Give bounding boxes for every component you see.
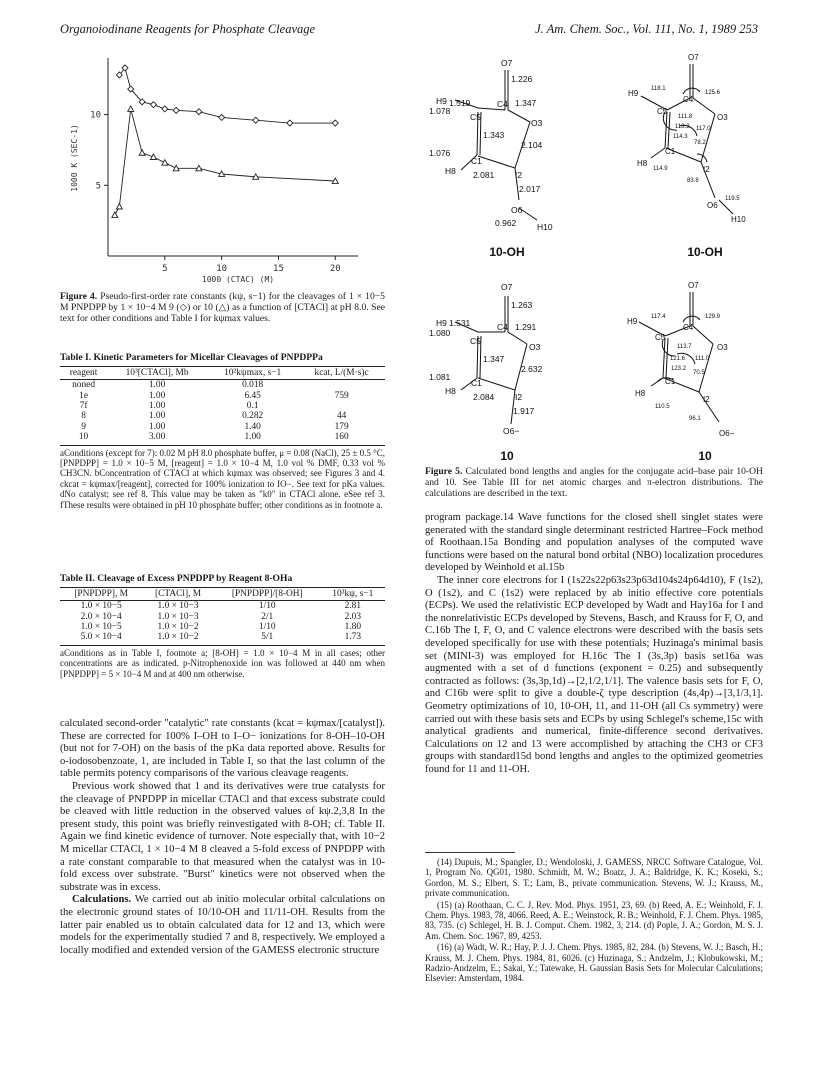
series-group — [112, 65, 338, 218]
table-cell: 2/1 — [261, 611, 274, 622]
table-cell: 1e — [79, 390, 88, 401]
bond-angle: 118.1 — [651, 86, 666, 92]
atom-label: H10 — [537, 222, 553, 232]
figure4-caption-label: Figure 4. — [60, 291, 98, 302]
x-tick-label: 5 — [162, 264, 168, 274]
atom-label: C4 — [497, 99, 508, 109]
table2-header: [PNPDPP]/[8-OH] — [214, 588, 321, 601]
triangle-point — [112, 212, 118, 218]
table-cell: 5/1 — [214, 632, 321, 645]
table-cell — [298, 401, 385, 411]
table-cell: 0.018 — [242, 380, 264, 391]
table-row — [60, 422, 385, 432]
table-cell: 1.00 — [148, 411, 166, 422]
table-cell: 3.00 — [107, 432, 207, 445]
table-cell: 7f — [79, 401, 88, 412]
diamond-point — [287, 120, 293, 126]
calculations-text: We carried out ab initio molecular orbital calculations on the electronic ground states of 10/10-OH and 11/11-OH. Results from the latter pair enabled us to obtain calculated data for 12 and 13, which were models for the experimentally studied 7 and 8, respectively. We employed a locally modified and extended version of the GAMESS electronic structure — [60, 894, 385, 956]
bond-angle: 114.9 — [653, 166, 668, 172]
bond-angle: 70.5 — [693, 370, 705, 376]
bond-angle: 117.4 — [651, 314, 666, 320]
table-cell — [298, 380, 385, 391]
table-row — [60, 622, 385, 632]
bond-angle: 113.7 — [677, 344, 692, 350]
bond-angle: 119.5 — [725, 196, 740, 202]
figure5-caption — [425, 466, 763, 500]
atom-label: C5 — [655, 333, 666, 342]
figure5-caption-text: Calculated bond lengths and angles for the conjugate acid–base pair 10-OH and 10. See Table III for net atomic charges and π-electron distributions. The calculations are described in the text. — [425, 466, 763, 500]
running-header-right: J. Am. Chem. Soc., Vol. 111, No. 1, 1989 253 — [535, 22, 758, 36]
x-tick-label: 15 — [273, 264, 284, 274]
bond-length: 2.104 — [521, 140, 543, 150]
y-axis-label: 1000 K (SEC-1) — [70, 124, 79, 192]
atom-label: O3 — [529, 342, 541, 352]
table-row — [60, 391, 385, 401]
bond-length: 1.347 — [515, 98, 537, 108]
footnote-14: (14) Dupuis, M.; Spangler, D.; Wendoloski, J. GAMESS, NRCC Software Catalogue, Vol. 1, Program No. QG01, 1980. Schmidt, M. W.; Boatz, J. A.; Baldridge, K. K.; Koseki, S.; Gordon, M. S.; Elbert, S. T.; Lam, B., private communication. Stevens, W. J.; Krauss, M., private communication. — [425, 857, 763, 899]
bond-length: 1.519 — [449, 98, 471, 108]
table-row — [60, 601, 385, 612]
atom-label: O6− — [719, 429, 735, 438]
bond-length: 2.632 — [521, 364, 543, 374]
left-paragraph-3 — [60, 894, 385, 957]
atom-label: C1 — [665, 377, 676, 386]
atom-label: H8 — [445, 386, 456, 396]
structure-label: 10-OH — [687, 245, 723, 259]
table-cell: 2.81 — [344, 601, 362, 612]
left-body — [60, 718, 385, 957]
table-cell: 6.45 — [244, 390, 261, 401]
bond-angle: 83.8 — [687, 178, 699, 184]
atom-label: H9 — [628, 89, 639, 98]
table-row — [60, 411, 385, 421]
table-cell: 1.00 — [148, 421, 166, 432]
bond-angle: 78.2 — [694, 140, 706, 146]
structure-label: 10 — [698, 449, 712, 463]
atom-label: H10 — [731, 215, 746, 224]
bond-length: 1.343 — [483, 130, 505, 140]
table-cell: 1.00 — [207, 432, 298, 445]
table1-header: 10³[CTACl], Mb — [107, 367, 207, 380]
table2-header: [CTACl], M — [142, 588, 214, 601]
table-cell: 10 — [60, 432, 107, 445]
atom-label: C5 — [657, 107, 668, 116]
structure-10-OH-angles — [628, 53, 746, 224]
table-cell: 1.00 — [148, 380, 166, 391]
figure5-structures — [415, 50, 765, 480]
x-tick-label: 20 — [329, 264, 341, 274]
calculations-heading: Calculations. — [72, 894, 132, 906]
table1-grid — [60, 366, 385, 445]
footnotes — [425, 857, 763, 985]
y-ticks — [90, 111, 108, 192]
diamond-point — [196, 109, 202, 115]
structure-10-lengths — [429, 282, 543, 436]
table-cell: 1/10 — [258, 601, 276, 612]
table2-title: Table II. Cleavage of Excess PNPDPP by Reagent 8-OHa — [60, 573, 293, 584]
atom-label: O6 — [511, 205, 523, 215]
bond-length: 0.962 — [495, 218, 517, 228]
table-cell: 44 — [336, 411, 347, 422]
table1-footnote: aConditions (except for 7): 0.02 M pH 8.0 phosphate buffer, μ = 0.08 (NaCl), 25 ± 0.5 °C, [PNPDPP] = 1.0 × 10−5 M, [reagent] = 1.0 × 10−4 M, 1.0 vol % DMF, 0.33 vol % CH3CN. bConcentration of CTACl at which kψmax was observed; see Figures 3 and 4. ckcat = kψmax/[reagent], corrected for 100% ionization to IO−. See text for pKa values. dNo catalyst; see ref 8. This value may be taken as "k0" in CTACl alone. eSee ref 3. fThese results were obtained in pH 10 phosphate buffer; other conditions as in footnote a. — [60, 447, 385, 510]
bond-angle: 117.0 — [696, 126, 711, 132]
bond-length: 1.076 — [429, 148, 451, 158]
bond-length: 2.017 — [519, 184, 541, 194]
table-cell: 8 — [81, 411, 86, 422]
bond-length: 1.263 — [511, 300, 533, 310]
bond-angle: 121.6 — [670, 356, 686, 362]
footnote-15: (15) (a) Roothaan, C. C. J. Rev. Mod. Phys. 1951, 23, 69. (b) Reed, A. E.; Weinhold, F. J. Chem. Phys. 1983, 78, 4066. Reed, A. E.; Weinstock, R. B.; Weinhold, F. J. Chem. Phys. 1985, 83, 735. (c) Schlegel, H. B. J. Comput. Chem. 1982, 3, 214. (d) Pople, J. A.; Gordon, M. S. J. Am. Chem. Soc. 1967, 89, 4253. — [425, 899, 763, 941]
bond-length: 2.081 — [473, 170, 495, 180]
atom-label: O7 — [688, 281, 699, 290]
table-cell: 2.03 — [344, 611, 362, 622]
triangle-point — [128, 106, 134, 112]
table-cell: 1.00 — [148, 390, 166, 401]
table-cell: 0.282 — [242, 411, 264, 422]
table-cell: 9 — [81, 421, 86, 432]
bond-length: 2.084 — [473, 392, 495, 402]
running-header-left: Organoiodinane Reagents for Phosphate Cleavage — [60, 22, 316, 36]
table-cell: 1.0 × 10−5 — [80, 622, 122, 633]
bond-length: 1.347 — [483, 354, 505, 364]
atom-label: H8 — [445, 166, 456, 176]
atom-label: O6− — [503, 426, 520, 436]
atom-label: C4 — [683, 323, 694, 332]
atom-label: C1 — [471, 156, 482, 166]
table1 — [60, 352, 385, 510]
structure-label: 10-OH — [489, 245, 525, 259]
bond-angle: 110.5 — [655, 404, 670, 410]
table-cell: 1.0 × 10−2 — [157, 622, 199, 633]
atom-label: C4 — [683, 95, 694, 104]
atom-label: H8 — [635, 389, 646, 398]
triangle-point — [139, 150, 145, 156]
table-cell: 759 — [334, 390, 349, 401]
x-ticks — [162, 256, 341, 274]
table-cell: 160 — [298, 432, 385, 445]
atom-label: O3 — [717, 113, 728, 122]
bond-length: 1.081 — [429, 372, 451, 382]
bond-angle: 96.1 — [689, 416, 701, 422]
table-cell: 1.0 × 10−3 — [157, 611, 199, 622]
right-body — [425, 512, 763, 776]
table-cell: 1.40 — [244, 421, 261, 432]
atom-label: O7 — [501, 282, 513, 292]
x-axis-label: 1000 (CTAC) (M) — [201, 275, 275, 284]
atom-label: H9 — [436, 96, 447, 106]
table-row — [60, 380, 385, 391]
bond-length: 1.080 — [429, 328, 451, 338]
atom-label: O7 — [501, 58, 513, 68]
atom-label: H8 — [637, 159, 648, 168]
atom-label: O3 — [717, 343, 728, 352]
table-cell: 1.0 × 10−5 — [80, 601, 122, 612]
table-row — [60, 632, 385, 645]
table-row — [60, 612, 385, 622]
table1-header: kcat, L/(M·s)c — [298, 367, 385, 380]
table2-footnote: aConditions as in Table I, footnote a; [8-OH] = 1.0 × 10−4 M in all cases; other concentrations are as indicated. p-Nitrophenoxide ion was followed at 440 nm when [PNPDPP] = 5 × 10−4 M and at 400 nm otherwise. — [60, 647, 385, 679]
table1-header: reagent — [60, 367, 107, 380]
atom-label: C1 — [665, 147, 676, 156]
table-cell: 1.0 × 10−3 — [157, 601, 199, 612]
diamond-point — [219, 114, 225, 120]
table-cell: 1.73 — [321, 632, 385, 645]
diamond-point — [253, 117, 259, 123]
table-cell: 1/10 — [258, 622, 276, 633]
atom-label: O6 — [707, 201, 718, 210]
table2-header: 10³kψ, s−1 — [321, 588, 385, 601]
left-paragraph-2: Previous work showed that 1 and its derivatives were true catalysts for the cleavage of PNPDPP in micellar CTACl and that excess substrate could be cleaved with little reduction in the observed values of kψ.2,3,8 In the present study, this point was briefly reinvestigated with 8-OH; cf. Table II. Again we find kinetic evidence of turnover. Note especially that, with 10−2 M micellar CTACl, 1 × 10−4 M 8 cleaved a 5-fold excess of PNPDPP with a rate constant comparable to that measured when the catalyst was in 10-fold excess over substrate. "Burst" kinetics were not observed when the substrate was in excess. — [60, 780, 385, 893]
bond-angle: 118.2 — [675, 124, 690, 130]
footnote-rule — [425, 852, 515, 853]
bond-angle: 129.9 — [705, 314, 721, 320]
x-tick-label: 10 — [216, 264, 228, 274]
atom-label: O7 — [688, 53, 699, 62]
diamond-point — [162, 106, 168, 112]
table-cell: 0.1 — [246, 401, 259, 412]
diamond-point — [332, 120, 338, 126]
atom-label: H9 — [436, 318, 447, 328]
table2 — [60, 573, 385, 679]
table1-header: 10²kψmax, s−1 — [207, 367, 298, 380]
left-paragraph-1: calculated second-order "catalytic" rate constants (kcat = kψmax/[catalyst]). These are corrected for 100% I–OH to I–O− ionizations for 8-OH–10-OH (but not for 7-OH) on the basis of the pKa data reported above. Results for o-iodosobenzoate, 1, are included in Table I, so that the last column of the table permits potency comparisons of the various cleavage reagents. — [60, 718, 385, 780]
table-cell: 1.00 — [148, 401, 166, 412]
figure4-caption — [60, 291, 385, 325]
bond-angle: 114.3 — [673, 134, 688, 140]
table-cell: 5.0 × 10−4 — [60, 632, 142, 645]
triangle-point — [162, 160, 168, 166]
series-line-2 — [115, 109, 335, 215]
series-line-1 — [119, 68, 335, 123]
bond-angle: 111.8 — [678, 114, 693, 120]
table2-header: [PNPDPP], M — [60, 588, 142, 601]
bond-angle: 123.2 — [671, 366, 687, 372]
table-cell: noned — [72, 380, 96, 391]
table-cell: 1.80 — [344, 622, 362, 633]
atom-label: C4 — [497, 322, 508, 332]
table-cell: 1.0 × 10−2 — [142, 632, 214, 645]
bond-angle: 125.6 — [705, 90, 721, 96]
table2-grid — [60, 587, 385, 646]
right-paragraph-2: The inner core electrons for I (1s22s22p63s23p63d104s24p64d10), F (1s2), O (1s2), and C (1s2) were replaced by ab initio effective core potentials (ECPs). We used the relativistic ECP developed by Wadt and Hay16a for I and the nonrelativistic ECPs developed by Stevens, Basch, and Krauss for F, O, and C.16b The I, F, O, and C valence electrons were described with the basis sets developed specifically for use with these potentials; Huzinaga's minimal basis set (MINI-3) was employed for H.16c The I (3s,3p) basis set16a was augmented with a set of d functions (exponent = 0.25) and subsequently contracted as follows: (3s,3p,1d)→[2,1/2,1/1]. The valence basis sets for F, O, and C16b were split to give a double-ζ type description (4s,4p)→[3,1/3,1]. Geometry optimizations of 10, 10-OH, 11, and 11-OH (all Cs symmetry) were carried out with these basis sets and ECPs by using Schlegel's scheme,15c with analytical gradients and numerical, finite-difference second derivatives. Calculations on 12 and 13 were accomplished by attaching the CH3 or CF3 groups with standard15d bond lengths and angles to the optimized geometries found for 11 and 11-OH. — [425, 574, 763, 775]
atom-label: I2 — [515, 170, 523, 180]
atom-label: C5 — [470, 112, 481, 122]
structure-10-OH-lengths — [429, 58, 553, 232]
y-tick-label: 5 — [95, 181, 101, 192]
structure-10-angles — [627, 281, 735, 438]
structure-label: 10 — [500, 449, 514, 463]
table-cell: 2.0 × 10−4 — [80, 611, 122, 622]
atom-label: C1 — [471, 378, 482, 388]
diamond-point — [173, 107, 179, 113]
triangle-point — [116, 204, 122, 210]
bond-angle: 111.0 — [695, 356, 710, 362]
atom-label: C5 — [470, 336, 481, 346]
figure4-caption-text: Pseudo-first-order rate constants (kψ, s−1) for the cleavages of 1 × 10−5 M PNPDPP by 1 × 10−4 M 9 (◇) or 10 (△) as a function of [CTACl] at pH 8.0. See text for other conditions and Table I for kψmax values. — [60, 291, 385, 325]
bond-length: 1.917 — [513, 406, 535, 416]
table-row — [60, 432, 385, 445]
table1-title: Table I. Kinetic Parameters for Micellar Cleavages of PNPDPPa — [60, 352, 323, 363]
atom-label: I2 — [703, 165, 710, 174]
right-paragraph-1: program package.14 Wave functions for the closed shell singlet states were generated with the standard single determinant restricted Hartree–Fock method of Roothaan.15a Bonding and population analyses of the computed wave functions were based on the natural bond orbital (NBO) localization procedures developed by Weinhold et al.15b — [425, 512, 763, 574]
footnote-16: (16) (a) Wadt, W. R.; Hay, P. J. J. Chem. Phys. 1985, 82, 284. (b) Stevens, W. J.; Basch, H.; Krauss, M. J. Chem. Phys. 1984, 81, 6026. (c) Huzinaga, S.; Andzelm, J.; Klobukowski, M.; Radzio-Andzelm, E.; Sakai, Y.; Tatewake, H. Gaussian Basis Sets for Molecular Calculations; Elsevier: Amsterdam, 1984. — [425, 942, 763, 984]
diamond-point — [150, 102, 156, 108]
figure5-caption-label: Figure 5. — [425, 466, 463, 477]
y-tick-label: 10 — [90, 110, 101, 121]
bond-length: 1.226 — [511, 74, 533, 84]
figure4-chart — [68, 50, 368, 286]
atom-label: H9 — [627, 317, 638, 326]
bond-length: 1.531 — [449, 318, 471, 328]
atom-label: I2 — [703, 395, 710, 404]
triangle-point — [150, 154, 156, 160]
bond-length: 1.078 — [429, 106, 451, 116]
table-cell: 179 — [334, 421, 349, 432]
table-row — [60, 401, 385, 411]
atom-label: O3 — [531, 118, 543, 128]
bond-length: 1.291 — [515, 322, 537, 332]
atom-label: I2 — [515, 392, 523, 402]
